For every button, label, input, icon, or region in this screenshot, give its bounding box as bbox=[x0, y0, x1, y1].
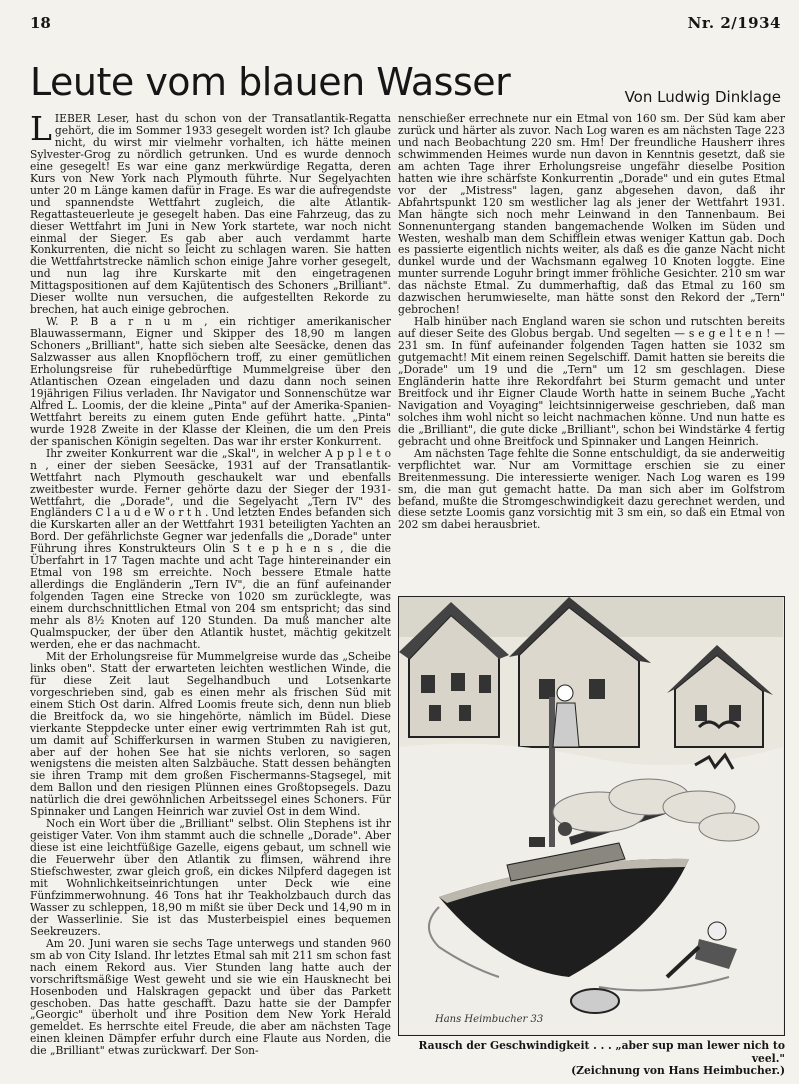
illustration-caption bbox=[398, 1040, 785, 1078]
paragraph: Noch ein Wort über die „Brilliant" selbst. Olin Stephens ist ihr geistiger Vater. Von ihm stammt auch die schnelle „Dorade". Aber diese ist eine leichtfüßige Gazelle, eigens gebaut, um schnell wie die Feuerwehr über den Atlantik zu flimsen, während ihre Stiefschwester, zwar gleich groß, ein dickes Nilpferd dagegen ist mit Wohnlichkeitseinrichtungen unter Deck wie eine Fünfzimmerwohnung. 46 Tons hat ihr Teakholzbauch durch das Wasser zu schleppen, 18,90 m mißt sie über Deck und 14,90 m in der Wasserlinie. Sie ist das Musterbeispiel eines bequemen Seekreuzers. bbox=[30, 817, 391, 938]
paragraph: W. P. B a r n u m , ein richtiger amerikanischer Blauwassermann, Eigner und Skipper des 18,90 m langen Schoners „Brilliant", hatte sich sieben alte Seesäcke, denen das Salzwasser aus allen Knopflöchern troff, zu einer gemütlichen Erholungsreise für ruhebedürftige Mummelgreise über den Atlantischen Ozean eingeladen und dazu dann noch seinen 19jährigen Filius verladen. Ihr Navigator und Sonnenschütze war Alfred L. Loomis, der die kleine „Pinta" auf der Amerika-Spanien-Wettfahrt bereits zu einem guten Ende geführt hatte. „Pinta" wurde 1928 Zweite in der Klasse der Kleinen, die um den Preis der spanischen Königin segelten. Das war ihr erster Konkurrent. bbox=[30, 315, 391, 448]
caption-line: Rausch der Geschwindigkeit . . . „aber sup man lewer nich to veel." bbox=[418, 1039, 785, 1065]
drop-cap: L bbox=[30, 109, 52, 148]
paragraph: nenschießer errechnete nur ein Etmal von 160 sm. Der Süd kam aber zurück und härter als zuvor. Nach Log waren es am nächsten Tage 223 und nach Beobachtung 220 sm. Hm! Der freundliche Hausherr ihres schwimmenden Heimes wurde nun davon in Kenntnis gesetzt, daß sie am achten Tage ihrer Erholungsreise ungefähr dieselbe Position hatten wie ihre schärfste Konkurrentin „Dorade" und ein gutes Etmal vor der „Mistress" lagen, ganz abgesehen davon, daß ihr Abfahrtspunkt 120 sm westlicher lag als jener der Wettfahrt 1931. Man hängte sich noch mehr Leinwand in den Tannenbaum. Bei Sonnenuntergang standen bangemachende Wolken im Süden und Westen, weshalb man dem Schifflein etwas weniger Kattun gab. Doch es passierte eigentlich nichts weiter, als daß es die ganze Nacht nicht dunkel wurde und der Wachsmann egalweg 10 Knoten loggte. Eine munter surrende Loguhr bringt immer fröhliche Gesichter. 210 sm war das nächste Etmal. Zu dummerhaftig, daß das Etmal zu 160 sm dazwischen herumwieselte, man hätte sonst den Rekord der „Tern" gebrochen! bbox=[398, 112, 785, 317]
illustration-svg bbox=[399, 597, 783, 1034]
paragraph-text: IEBER Leser, hast du schon von der Transatlantik-Regatta gehört, die im Sommer 1933 gesegelt worden ist? Ich glaube nicht, du wirst mir vielmehr vorhalten, ich hätte meinen Sylvester-Grog zu nördlich getrunken. Und es wurde dennoch eine gesegelt! Es war eine ganz merkwürdige Regatta, deren Kurs von New York nach Plymouth führte. Nur Segelyachten unter 20 m Länge kamen dafür in Frage. Es war die aufregendste und spannendste Wettfahrt zugleich, die alte Atlantik-Regattasteuerleute je gesegelt haben. Das eine Fahrzeug, das zu dieser Wettfahrt im Juni in New York startete, war noch nicht einmal der Sieger. Es gab aber auch verdammt harte Konkurrenten, die nicht so leicht zu schlagen waren. Sie hatten die Wettfahrtstrecke nämlich schon einige Jahre vorher gesegelt, und nun lag ihre Kurskarte mit den eingetragenen Mittagspositionen auf dem Kajütentisch des Schoners „Brilliant". Dieser wollte nun versuchen, die aufgestellten Rekorde zu brechen, hat auch einige gebrochen. bbox=[30, 112, 391, 317]
artist-signature: Hans Heimbucher 33 bbox=[435, 1014, 544, 1025]
left-column bbox=[30, 109, 391, 1058]
issue-number: Nr. 2/1934 bbox=[687, 14, 781, 32]
page-number: 18 bbox=[30, 14, 51, 32]
paragraph bbox=[30, 109, 391, 317]
right-column bbox=[398, 113, 785, 531]
paragraph: Ihr zweiter Konkurrent war die „Skal", in welcher A p p l e t o n , einer der sieben Seesäcke, 1931 auf der Transatlantik-Wettfahrt nach Plymouth geschaukelt war und ebenfalls zweitbester wurde. Ferner gehörte dazu der Sieger der 1931-Wettfahrt, die „Dorade", und die Segelyacht „Tern IV" des Engländers C l a u d e W o r t h . Und letzten Endes befanden sich die Kurskarten aller an der Wettfahrt 1931 beteiligten Yachten an Bord. Der gefährlichste Gegner war jedenfalls die „Dorade" unter Führung ihres Konstrukteurs Olin S t e p h e n s , die die Überfahrt in 17 Tagen machte und acht Tage hintereinander ein Etmal von 198 sm erreichte. Noch bessere Etmale hatte allerdings die Engländerin „Tern IV", die an fünf aufeinander folgenden Tagen eine Strecke von 1020 sm zurücklegte, was einem durchschnittlichen Etmal von 204 sm entspricht; das sind mehr als 8½ Knoten auf 120 Stunden. Da muß mancher alte Qualmspucker, der über den Atlantik hustet, mächtig gekitzelt werden, ehe er das nachmacht. bbox=[30, 446, 391, 651]
paragraph: Am 20. Juni waren sie sechs Tage unterwegs und standen 960 sm ab von City Island. Ihr letztes Etmal sah mit 211 sm schon fast nach einem Rekord aus. Vier Stunden lang hatte auch der vorschriftsmäßige West geweht und sie wie ein Hausknecht bei Hosenboden und Halskragen gepackt und über das Parkett geschoben. Das hatte geschafft. Dazu hatte sie der Dampfer „Georgic" überholt und ihre Position dem New York Herald gemeldet. Es herrschte eitel Freude, die aber am nächsten Tage einen kleinen Dämpfer erfuhr durch eine Flaute aus Norden, die die „Brilliant" etwas zurückwarf. Der Son- bbox=[30, 936, 391, 1058]
article-byline: Von Ludwig Dinklage bbox=[624, 88, 781, 106]
caption-credit: (Zeichnung von Hans Heimbucher.) bbox=[571, 1064, 785, 1077]
paragraph: Halb hinüber nach England waren sie schon und rutschten bereits auf dieser Seite des Globus bergab. Und segelten — s e g e l t e n ! — 231 sm. In fünf aufeinander folgenden Tagen hatten sie 1032 sm gutgemacht! Mit einem reinen Segelschiff. Damit hatten sie bereits die „Dorade" um 19 und die „Tern" um 12 sm geschlagen. Diese Engländerin hatte ihre Rekordfahrt bei Sturm gemacht und unter Breitfock und ihr Eigner Claude Worth hatte in seinem Buche „Yacht Navigation and Voyaging" leichtsinnigerweise geschrieben, daß man solches ihm wohl nicht so leicht nachmachen könne. Und nun hatte es die „Brilliant", die gute dicke „Brilliant", schon bei Windstärke 4 fertig gebracht und ohne Breitfock und Spinnaker und Langen Heinrich. bbox=[398, 315, 785, 448]
illustration-boat-drawing bbox=[398, 596, 785, 1036]
paragraph: Mit der Erholungsreise für Mummelgreise wurde das „Scheibe links oben". Statt der erwarteten leichten westlichen Winde, die für diese Zeit laut Segelhandbuch und Lotsenkarte vorgeschrieben sind, gab es einen mehr als frischen Süd mit einem Stich Ost darin. Alfred Loomis freute sich, denn nun blieb die Breitfock da, wo sie hingehörte, nämlich im Büdel. Diese vierkante Steppdecke unter einer ewig vertrimmten Rah ist gut, um damit auf Schifferkursen in warmen Stuben zu navigieren, aber auf der hohen See hat sie nichts verloren, so sagen wenigstens die meisten alten Salzbäuche. Statt dessen behängten sie ihren Tramp mit dem großen Fischermanns-Stagsegel, mit dem Ballon und den riesigen Plünnen eines Großtopsegels. Dazu natürlich die drei gewöhnlichen Arbeitssegel eines Schoners. Für Spinnaker und Langen Heinrich war zuviel Ost in dem Wind. bbox=[30, 649, 391, 819]
paragraph: Am nächsten Tage fehlte die Sonne entschuldigt, da sie anderweitig verpflichtet war. Nur am Vormittage erschien sie zu einer Breitenmessung. Die interessierte weniger. Nach Log waren es 199 sm, die man gut gemacht hatte. Da man sich aber im Golfstrom befand, mußte die Stromgeschwindigkeit dazu gerechnet werden, und diese setzte Loomis ganz vorsichtig mit 3 sm ein, so daß ein Etmal von 202 sm dabei herausbriet. bbox=[398, 446, 785, 532]
article-title: Leute vom blauen Wasser bbox=[30, 60, 511, 104]
